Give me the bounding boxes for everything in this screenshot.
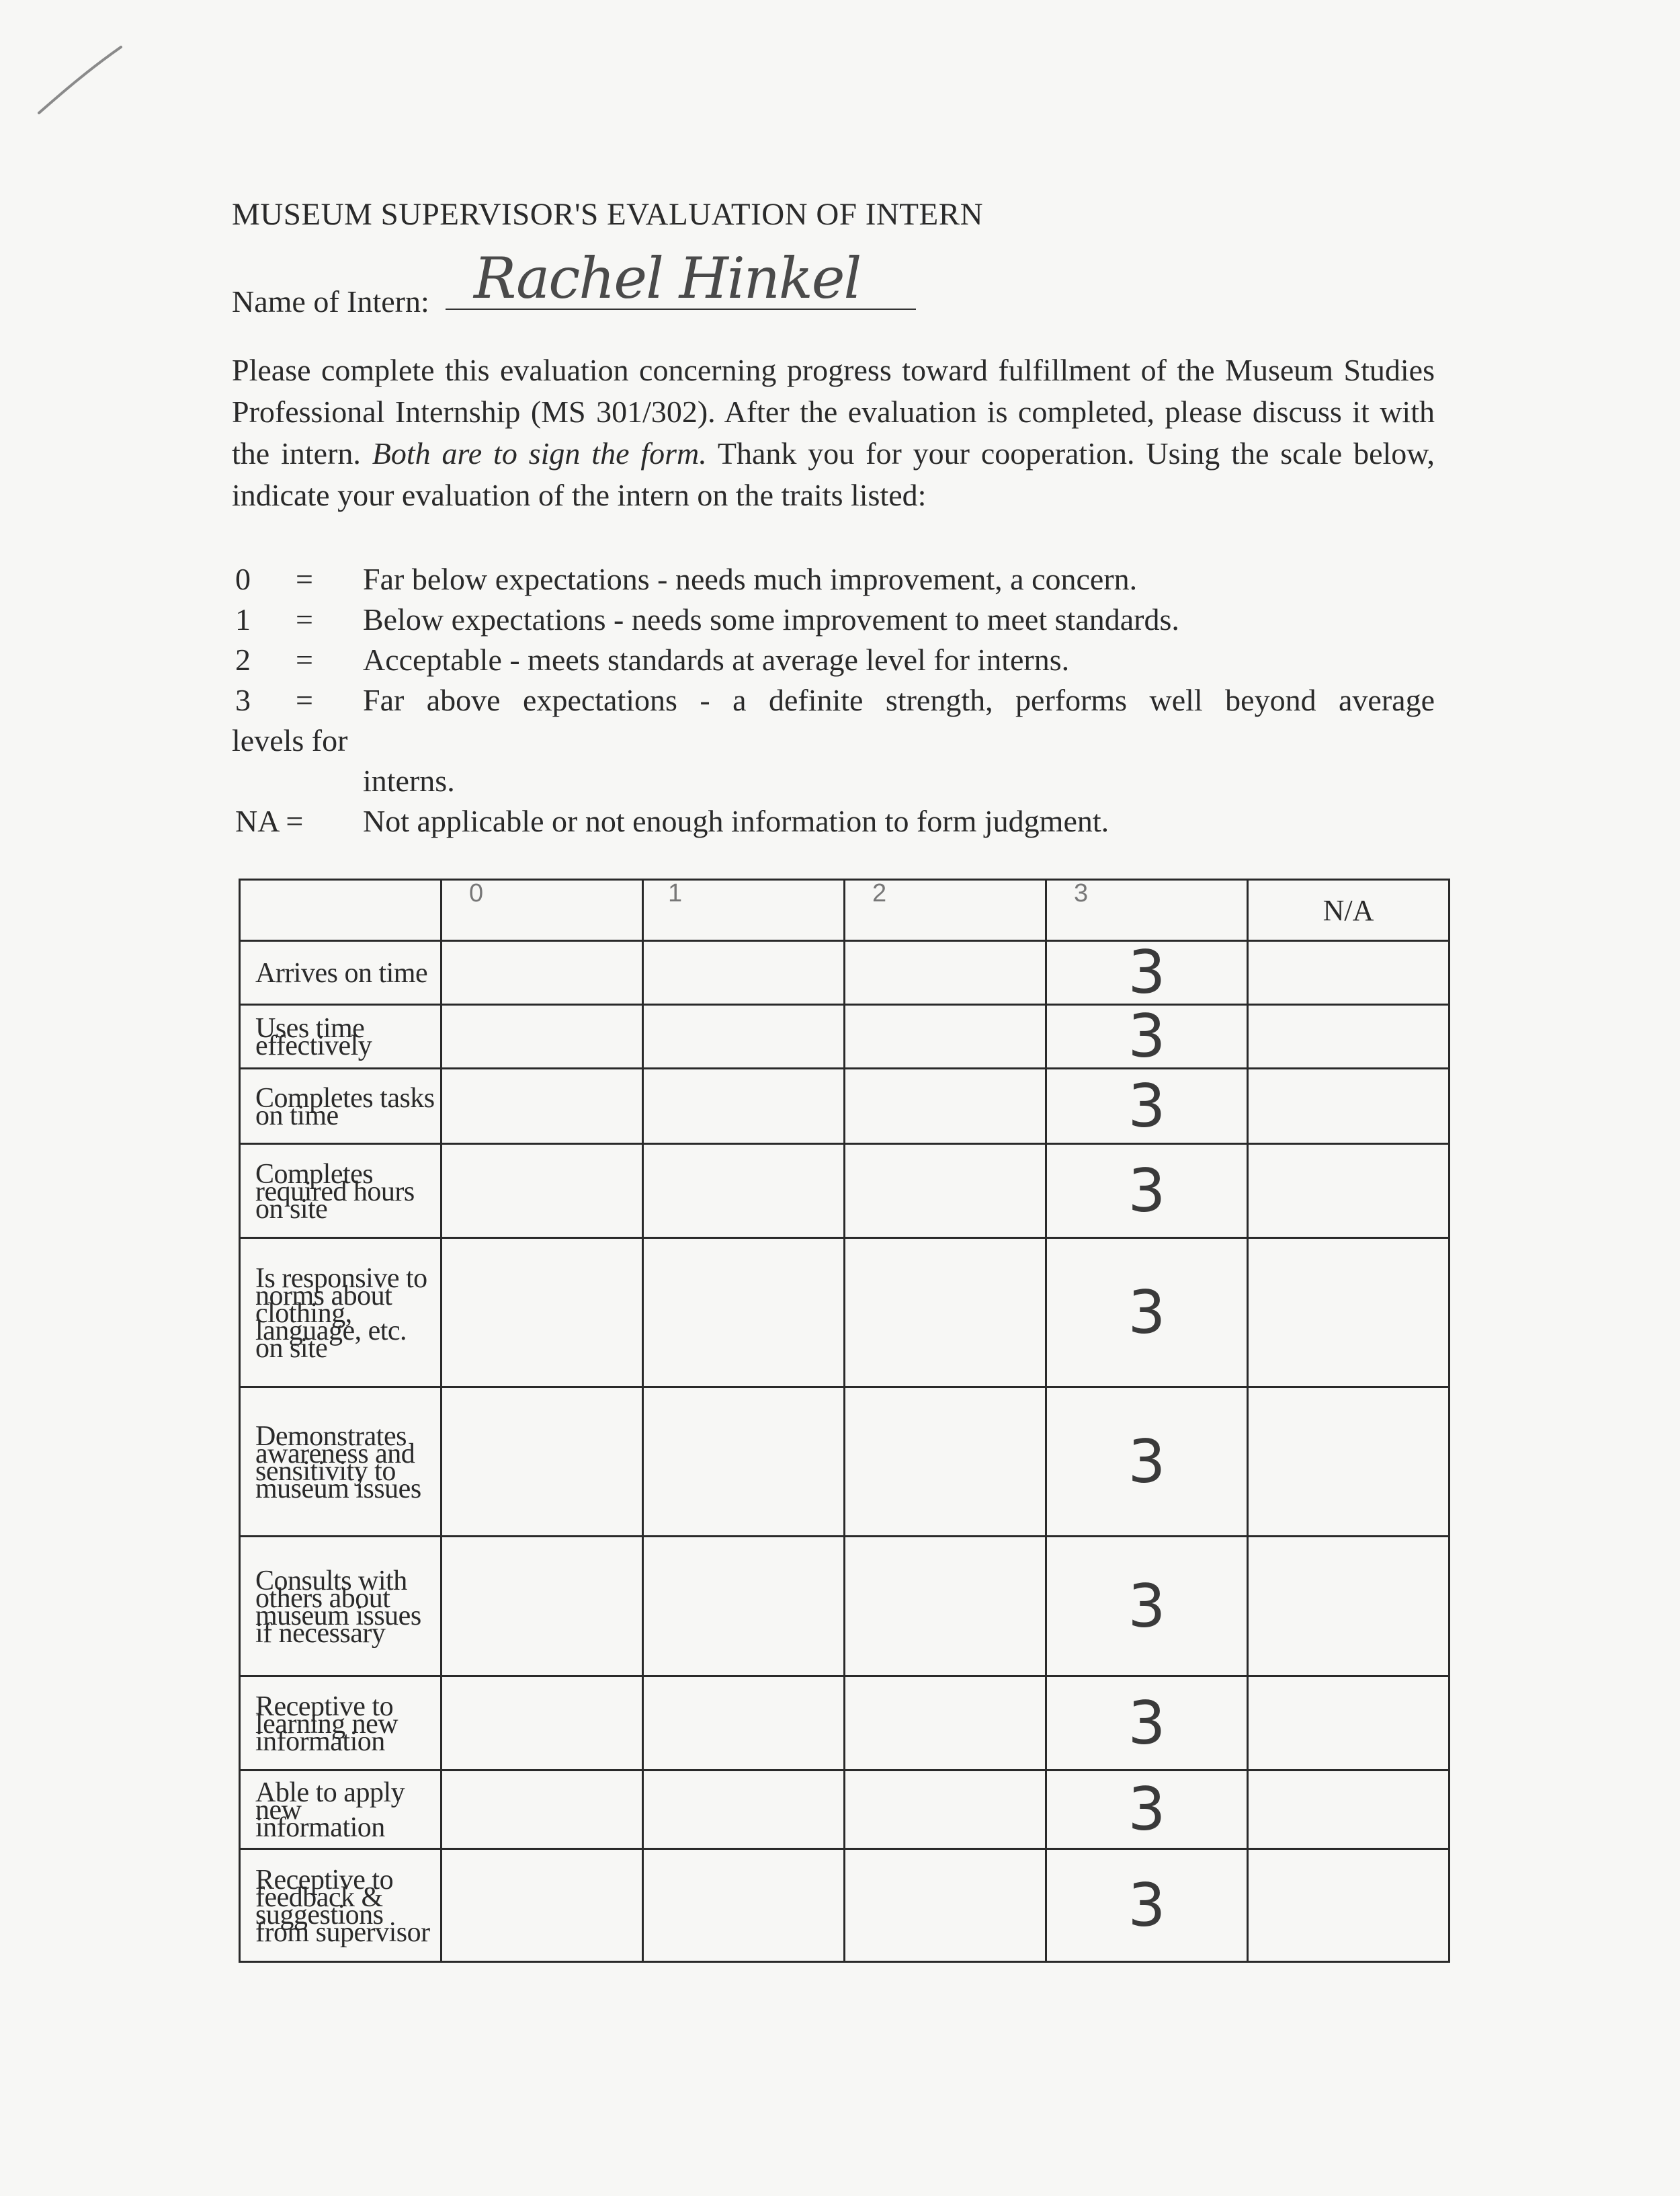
rating-scale-legend [232, 561, 1435, 844]
trait-cell [240, 1676, 442, 1771]
table-row [240, 1069, 1450, 1144]
rating-cell-1[interactable] [643, 1238, 845, 1387]
scale-row-2 [232, 642, 1435, 682]
rating-cell-2[interactable] [845, 1771, 1046, 1849]
handwritten-rating: 3 [1128, 1426, 1166, 1496]
rating-cell-1[interactable] [643, 1771, 845, 1849]
rating-cell-na[interactable] [1248, 941, 1450, 1005]
rating-cell-3[interactable] [1046, 938, 1248, 1007]
table-row [240, 1771, 1450, 1849]
pen-stroke-mark [34, 40, 128, 121]
rating-cell-0[interactable] [442, 1144, 643, 1238]
header-col-label: 0 [469, 879, 484, 907]
rating-cell-3[interactable] [1046, 1238, 1248, 1387]
rating-cell-3[interactable] [1046, 1849, 1248, 1962]
trait-cell [240, 1387, 442, 1537]
handwritten-rating: 3 [1128, 1002, 1166, 1071]
table-row [240, 1144, 1450, 1238]
rating-cell-2[interactable] [845, 1676, 1046, 1771]
rating-cell-2[interactable] [845, 1069, 1046, 1144]
rating-cell-0[interactable] [442, 1005, 643, 1069]
rating-cell-2[interactable] [845, 1387, 1046, 1537]
rating-cell-1[interactable] [643, 1676, 845, 1771]
trait-cell [240, 1069, 442, 1144]
trait-label: Consults with others about museum issues if necessary [255, 1565, 421, 1649]
rating-cell-0[interactable] [442, 1771, 643, 1849]
rating-cell-1[interactable] [643, 1144, 845, 1238]
scale-description: Far below expectations - needs much improvement, a concern. [363, 562, 1138, 596]
rating-cell-na[interactable] [1248, 1387, 1450, 1537]
trait-label: Receptive to feedback & suggestions from supervisor [255, 1864, 430, 1948]
rating-cell-1[interactable] [643, 1849, 845, 1962]
rating-cell-3[interactable] [1046, 1069, 1248, 1144]
instructions-paragraph [232, 350, 1435, 516]
handwritten-rating: 3 [1128, 1870, 1166, 1940]
trait-cell [240, 1537, 442, 1676]
rating-cell-na[interactable] [1248, 1537, 1450, 1676]
rating-cell-2[interactable] [845, 1537, 1046, 1676]
trait-label: Receptive to learning new information [255, 1691, 398, 1757]
table-row [240, 941, 1450, 1005]
trait-label: Arrives on time [255, 958, 428, 989]
handwritten-rating: 3 [1128, 1277, 1166, 1347]
scale-continuation-text: levels for [232, 723, 348, 758]
rating-cell-3[interactable] [1046, 1002, 1248, 1071]
rating-cell-2[interactable] [845, 1849, 1046, 1962]
scale-number: 3 [235, 683, 251, 717]
scale-row-1 [232, 602, 1435, 642]
instructions-part2: Thank you for your cooperation. Using the scale below, indicate your evaluation of the intern on the traits listed: [232, 436, 1435, 512]
header-col-label: 3 [1074, 879, 1089, 907]
handwritten-rating: 3 [1128, 1775, 1166, 1844]
scale-continuation-2 [232, 763, 1435, 803]
scale-continuation-1 [232, 723, 1435, 763]
rating-cell-2[interactable] [845, 1005, 1046, 1069]
handwritten-rating: 3 [1128, 938, 1166, 1007]
trait-cell [240, 1849, 442, 1962]
rating-cell-0[interactable] [442, 1069, 643, 1144]
rating-cell-na[interactable] [1248, 1069, 1450, 1144]
intern-name-row [232, 245, 917, 319]
scale-number: 1 [235, 602, 251, 637]
trait-label: Completes tasks on time [255, 1082, 435, 1131]
table-row [240, 1238, 1450, 1387]
handwritten-rating: 3 [1128, 1071, 1166, 1141]
rating-cell-2[interactable] [845, 941, 1046, 1005]
table-row [240, 1387, 1450, 1537]
trait-cell [240, 1238, 442, 1387]
rating-cell-0[interactable] [442, 1537, 643, 1676]
scale-continuation-text: interns. [363, 764, 455, 798]
rating-cell-0[interactable] [442, 1387, 643, 1537]
handwritten-rating: 3 [1128, 1688, 1166, 1758]
trait-cell [240, 1144, 442, 1238]
scale-description: Far above expectations - a definite strength, performs well beyond average [363, 683, 1435, 717]
trait-label: Demonstrates awareness and sensitivity to museum issues [255, 1420, 421, 1504]
instructions-emphasis: Both are to sign the form. [372, 436, 707, 471]
trait-label: Is responsive to norms about clothing, language, etc. on site [255, 1262, 427, 1364]
form-title: MUSEUM SUPERVISOR'S EVALUATION OF INTERN [232, 197, 984, 232]
scale-na-description: Not applicable or not enough information to form judgment. [363, 804, 1109, 838]
rating-cell-na[interactable] [1248, 1849, 1450, 1962]
scale-description: Acceptable - meets standards at average level for interns. [363, 643, 1070, 677]
rating-cell-3[interactable] [1046, 1771, 1248, 1849]
evaluation-table [239, 879, 1450, 1963]
rating-cell-2[interactable] [845, 1238, 1046, 1387]
scale-number: 2 [235, 643, 251, 677]
rating-cell-na[interactable] [1248, 1676, 1450, 1771]
scale-row-0 [232, 561, 1435, 602]
trait-cell [240, 941, 442, 1005]
scale-description: Below expectations - needs some improvement to meet standards. [363, 602, 1179, 637]
intern-name-label: Name of Intern: [232, 284, 429, 319]
rating-cell-na[interactable] [1248, 1238, 1450, 1387]
trait-cell [240, 1771, 442, 1849]
scale-equals: = [296, 683, 313, 717]
handwritten-rating: 3 [1128, 1155, 1166, 1225]
scale-row-3 [232, 682, 1435, 723]
handwritten-rating: 3 [1128, 1571, 1166, 1641]
instructions-part1: Please complete this evaluation concerning progress toward fulfillment of the Museum Studies Professional Internship (MS 301/302). After the evaluation is completed, please discuss it with the intern. [232, 353, 1435, 471]
table-row [240, 1676, 1450, 1771]
header-col-2 [845, 880, 1046, 941]
header-col-label: N/A [1322, 893, 1374, 927]
rating-cell-na[interactable] [1248, 1005, 1450, 1069]
header-trait-cell [240, 880, 442, 941]
header-col-label: 2 [872, 879, 887, 907]
rating-cell-1[interactable] [643, 1387, 845, 1537]
trait-label: Uses time effectively [255, 1013, 372, 1061]
rating-cell-1[interactable] [643, 1069, 845, 1144]
rating-cell-0[interactable] [442, 1676, 643, 1771]
scale-na-label: NA = [235, 804, 304, 838]
rating-cell-3[interactable] [1046, 1144, 1248, 1238]
rating-cell-3[interactable] [1046, 1387, 1248, 1537]
rating-cell-2[interactable] [845, 1144, 1046, 1238]
trait-label: Completes required hours on site [255, 1158, 415, 1225]
header-col-0 [442, 880, 643, 941]
table-row [240, 1005, 1450, 1069]
rating-cell-0[interactable] [442, 1238, 643, 1387]
rating-cell-1[interactable] [643, 1005, 845, 1069]
scale-equals: = [296, 643, 313, 677]
scale-row-na [232, 803, 1435, 844]
rating-cell-1[interactable] [643, 1537, 845, 1676]
rating-cell-0[interactable] [442, 941, 643, 1005]
table-row [240, 1537, 1450, 1676]
scale-equals: = [296, 602, 313, 637]
header-col-1 [643, 880, 845, 941]
header-col-label: 1 [668, 879, 683, 907]
rating-cell-3[interactable] [1046, 1676, 1248, 1771]
rating-cell-0[interactable] [442, 1849, 643, 1962]
intern-name-handwritten[interactable]: Rachel Hinkel [474, 245, 861, 311]
scale-number: 0 [235, 562, 251, 596]
table-row [240, 1849, 1450, 1962]
trait-label: Able to apply new information [255, 1777, 405, 1843]
rating-cell-na[interactable] [1248, 1144, 1450, 1238]
trait-cell [240, 1005, 442, 1069]
header-col-3 [1046, 880, 1248, 941]
table-header-row [240, 880, 1450, 941]
rating-cell-3[interactable] [1046, 1537, 1248, 1676]
header-col-na [1248, 880, 1450, 941]
scale-equals: = [296, 562, 313, 596]
rating-cell-na[interactable] [1248, 1771, 1450, 1849]
rating-cell-1[interactable] [643, 941, 845, 1005]
